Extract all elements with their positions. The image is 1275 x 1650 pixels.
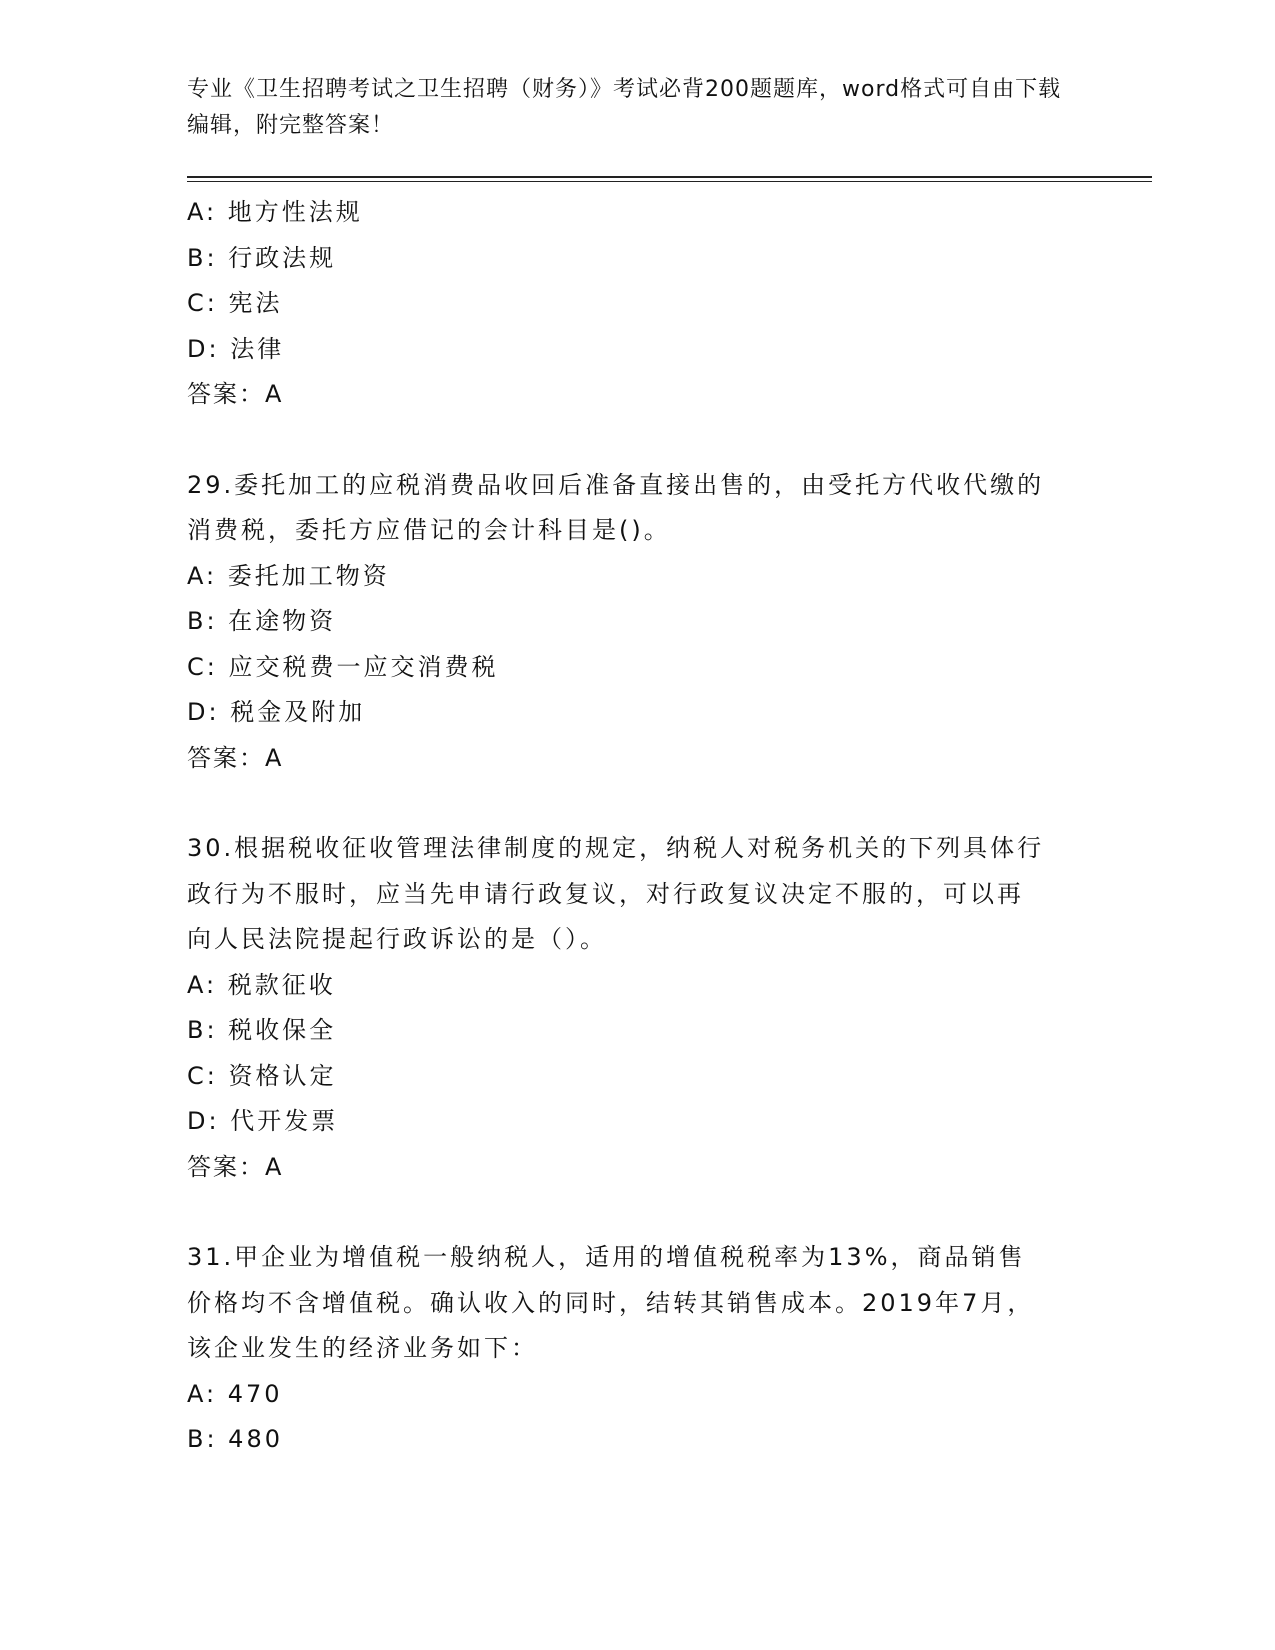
- option-d: D: 法律: [187, 334, 285, 363]
- header-divider: [187, 176, 1152, 178]
- option-b: B: 税收保全: [187, 1016, 337, 1044]
- question-block: [187, 826, 1067, 1190]
- option-a: A: 地方性法规: [187, 198, 363, 226]
- question-block: [187, 463, 1067, 782]
- option-c: C: 应交税费一应交消费税: [187, 652, 499, 681]
- question-block: [187, 1235, 1067, 1463]
- answer-line: 答案：A: [187, 743, 284, 772]
- spacer: [187, 781, 1067, 826]
- question-text: 30.根据税收征收管理法律制度的规定，纳税人对税务机关的下列具体行政行为不服时，应当先申请行政复议，对行政复议决定不服的，可以再向人民法院提起行政诉讼的是（）。: [187, 834, 1045, 953]
- option-b: B: 行政法规: [187, 243, 337, 272]
- option-c: C: 资格认定: [187, 1061, 337, 1090]
- spacer: [187, 1190, 1067, 1235]
- question-list: [187, 190, 1067, 1463]
- header-divider-thin: [187, 181, 1152, 182]
- answer-line: 答案：A: [187, 380, 284, 408]
- option-b: B: 480: [187, 1425, 283, 1453]
- question-text: 29.委托加工的应税消费品收回后准备直接出售的，由受托方代收代缴的消费税，委托方应借记的会计科目是()。: [187, 470, 1045, 544]
- option-c: C: 宪法: [187, 289, 283, 317]
- option-d: D: 代开发票: [187, 1107, 339, 1135]
- option-a: A: 委托加工物资: [187, 561, 390, 590]
- option-a: A: 470: [187, 1379, 283, 1408]
- spacer: [187, 418, 1067, 463]
- option-b: B: 在途物资: [187, 607, 337, 635]
- question-block: [187, 190, 1067, 418]
- question-text: 31.甲企业为增值税一般纳税人，适用的增值税税率为13%，商品销售价格均不含增值税。确认收入的同时，结转其销售成本。2019年7月，该企业发生的经济业务如下：: [187, 1243, 1035, 1362]
- answer-line: 答案：A: [187, 1152, 284, 1181]
- document-header: 专业《卫生招聘考试之卫生招聘（财务）》考试必背200题题库，word格式可自由下载编辑，附完整答案！: [187, 77, 1062, 138]
- option-d: D: 税金及附加: [187, 698, 366, 726]
- option-a: A: 税款征收: [187, 970, 336, 999]
